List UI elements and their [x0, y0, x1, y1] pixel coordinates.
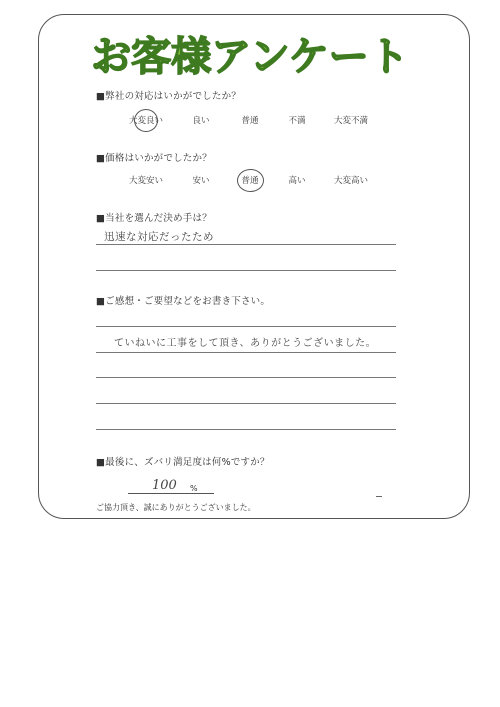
satisfaction-unit: % — [190, 484, 198, 493]
q4-answer-line-3 — [96, 377, 396, 378]
q2-selected-circle — [237, 169, 264, 192]
question-3-label: ■当社を選んだ決め手は？ — [96, 213, 212, 224]
q4-handwritten-answer: ていねいに工事をして頂き、ありがとうございました。 — [114, 338, 377, 349]
question-1-options — [0, 114, 500, 128]
satisfaction-value: 100 — [152, 478, 177, 493]
q1-option-5[interactable]: 大変不満 — [333, 116, 369, 126]
q4-answer-line-5 — [96, 429, 396, 430]
q2-option-5[interactable]: 大変高い — [333, 176, 369, 186]
question-2-label: ■価格はいかがでしたか？ — [96, 153, 212, 164]
question-1-label: ■弊社の対応はいかがでしたか？ — [96, 91, 241, 102]
small-dash-mark — [376, 496, 382, 497]
satisfaction-answer-line — [128, 493, 214, 494]
q3-answer-line-2 — [96, 270, 396, 271]
q2-option-3[interactable]: 普通 — [241, 176, 259, 186]
q1-option-1[interactable]: 大変良い — [128, 116, 164, 126]
q1-option-4[interactable]: 不満 — [288, 116, 306, 126]
question-4-label: ■ご感想・ご要望などをお書き下さい。 — [96, 296, 271, 307]
thanks-footer: ご協力頂き、誠にありがとうございました。 — [96, 503, 256, 512]
q2-option-2[interactable]: 安い — [192, 176, 210, 186]
q1-option-3[interactable]: 普通 — [241, 116, 259, 126]
q1-option-2[interactable]: 良い — [192, 116, 210, 126]
survey-title — [60, 26, 440, 82]
q3-answer-line-1 — [96, 244, 396, 245]
q2-option-4[interactable]: 高い — [288, 176, 306, 186]
q3-handwritten-answer: 迅速な対応だったため — [104, 231, 214, 243]
q2-option-1[interactable]: 大変安い — [128, 176, 164, 186]
q1-selected-circle — [134, 109, 158, 132]
q4-answer-line-4 — [96, 403, 396, 404]
q4-answer-line-1 — [96, 326, 396, 327]
q4-answer-line-2 — [96, 352, 396, 353]
survey-title-text: お客様アンケート — [91, 34, 409, 80]
question-5-label: ■最後に、ズバリ満足度は何%ですか？ — [96, 457, 270, 468]
